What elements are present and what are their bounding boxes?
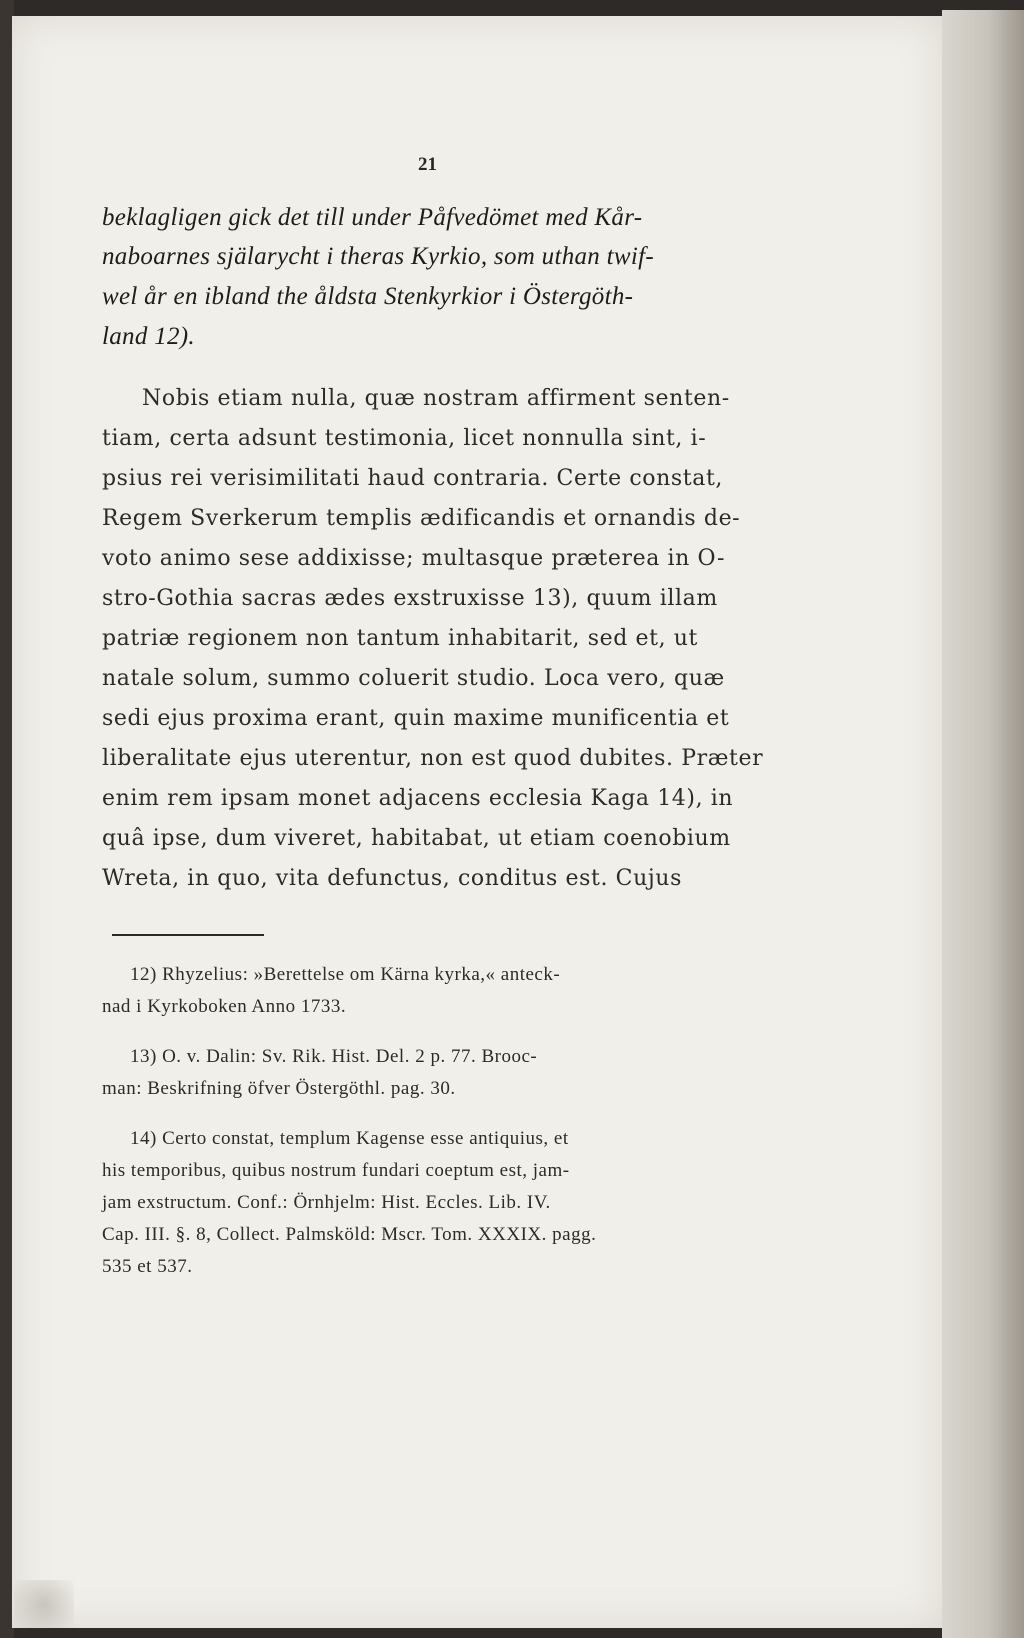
page-number: 21 — [418, 154, 437, 175]
swedish-quote-line: beklagligen gick det till under Påfvedömet med Kår- — [102, 204, 643, 231]
swedish-quote-line: naboarnes själarycht i theras Kyrkio, som uthan twif- — [102, 243, 654, 270]
footnote-line: 13) O. v. Dalin: Sv. Rik. Hist. Del. 2 p. 77. Brooc- — [130, 1046, 538, 1067]
footnote-line: 14) Certo constat, templum Kagense esse antiquius, et — [130, 1128, 569, 1149]
footnote-line: nad i Kyrkoboken Anno 1733. — [102, 996, 347, 1017]
latin-paragraph-line: stro-Gothia sacras ædes exstruxisse 13), quum illam — [102, 586, 718, 611]
page-stain — [14, 1580, 74, 1628]
footnote-line: 12) Rhyzelius: »Berettelse om Kärna kyrka,« anteck- — [130, 964, 561, 985]
latin-paragraph-line: voto animo sese addixisse; multasque præterea in O- — [102, 546, 725, 571]
latin-paragraph-line: enim rem ipsam monet adjacens ecclesia Kaga 14), in — [102, 786, 734, 811]
swedish-quote-line: wel år en ibland the åldsta Stenkyrkior i Östergöth- — [102, 283, 634, 310]
latin-paragraph-line: Wreta, in quo, vita defunctus, conditus est. Cujus — [102, 866, 682, 891]
latin-paragraph-line: natale solum, summo coluerit studio. Loca vero, quæ — [102, 666, 725, 691]
footnote-line: 535 et 537. — [102, 1256, 193, 1277]
latin-paragraph-line: sedi ejus proxima erant, quin maxime munificentia et — [102, 706, 730, 731]
book-page — [12, 16, 942, 1628]
latin-paragraph-line: tiam, certa adsunt testimonia, licet nonnulla sint, i- — [102, 426, 707, 451]
latin-paragraph-line: Regem Sverkerum templis ædificandis et ornandis de- — [102, 506, 741, 531]
swedish-quote-line: land 12). — [102, 323, 195, 350]
page-edge-strip — [942, 10, 1024, 1638]
footnote-line: his temporibus, quibus nostrum fundari coeptum est, jam- — [102, 1160, 570, 1181]
footnote-line: Cap. III. §. 8, Collect. Palmsköld: Mscr. Tom. XXXIX. pagg. — [102, 1224, 597, 1245]
latin-paragraph-line: liberalitate ejus uterentur, non est quod dubites. Præter — [102, 746, 764, 771]
latin-paragraph-line: quâ ipse, dum viveret, habitabat, ut etiam coenobium — [102, 826, 731, 851]
footnote-divider — [112, 934, 264, 936]
latin-paragraph-line: patriæ regionem non tantum inhabitarit, sed et, ut — [102, 626, 698, 651]
footnote-line: man: Beskrifning öfver Östergöthl. pag. 30. — [102, 1078, 456, 1099]
footnote-line: jam exstructum. Conf.: Örnhjelm: Hist. Eccles. Lib. IV. — [102, 1192, 551, 1213]
latin-paragraph-line: psius rei verisimilitati haud contraria. Certe constat, — [102, 466, 723, 491]
latin-paragraph-line: Nobis etiam nulla, quæ nostram affirment senten- — [142, 386, 730, 411]
